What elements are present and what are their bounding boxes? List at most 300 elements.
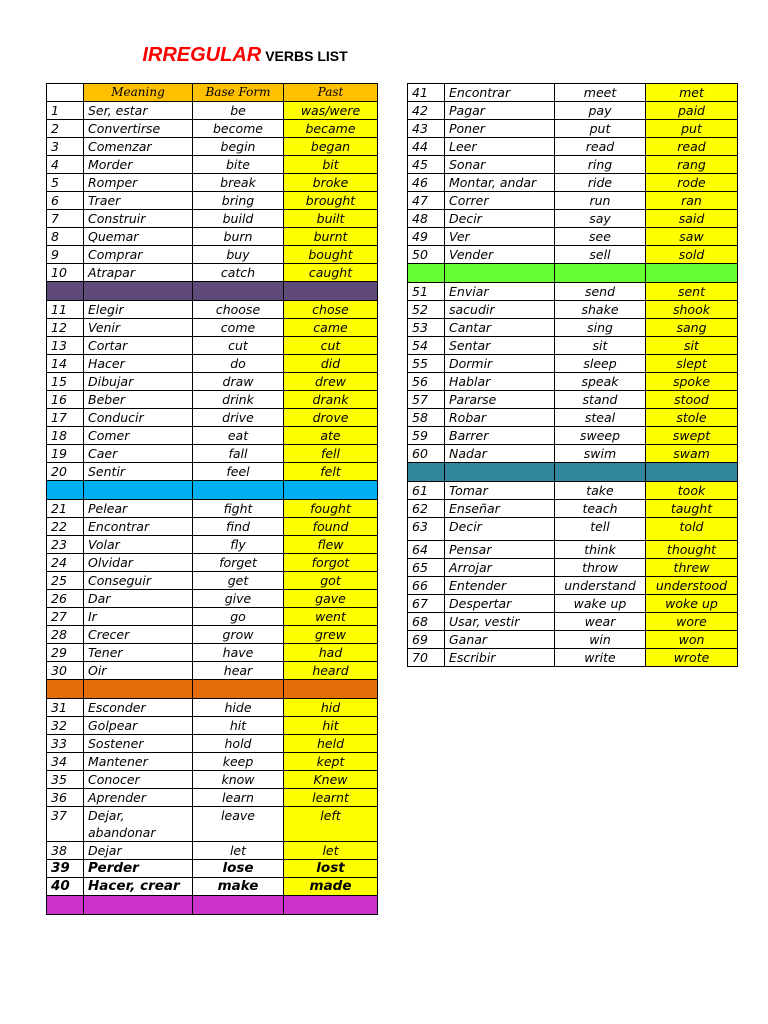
verbs-table-right <box>407 83 738 667</box>
verb-base-form: go <box>193 608 284 626</box>
verb-meaning: Elegir <box>84 301 193 319</box>
verb-meaning: Barrer <box>445 427 555 445</box>
verb-meaning: Construir <box>84 210 193 228</box>
verb-past: bought <box>284 246 378 264</box>
verb-meaning: Beber <box>84 391 193 409</box>
separator-cell <box>555 264 646 283</box>
separator-cell <box>284 481 378 500</box>
verb-row <box>408 595 738 613</box>
verb-row <box>47 753 378 771</box>
verb-meaning: Poner <box>445 120 555 138</box>
verb-base-form: send <box>555 283 646 301</box>
verb-meaning: Conocer <box>84 771 193 789</box>
verb-past: slept <box>646 355 738 373</box>
verb-meaning: Esconder <box>84 699 193 717</box>
verb-row <box>47 554 378 572</box>
verb-row <box>47 120 378 138</box>
verb-row <box>47 644 378 662</box>
verb-number: 1 <box>47 102 84 120</box>
separator-cell <box>284 896 378 915</box>
verb-number: 48 <box>408 210 445 228</box>
verb-base-form: win <box>555 631 646 649</box>
separator-cell <box>555 463 646 482</box>
verb-base-form: ride <box>555 174 646 192</box>
group-separator-row <box>47 896 378 915</box>
title-irregular: IRREGULAR <box>142 44 262 66</box>
verb-meaning: Cortar <box>84 337 193 355</box>
verb-past: spoke <box>646 373 738 391</box>
verb-number: 32 <box>47 717 84 735</box>
verb-base-form: begin <box>193 138 284 156</box>
verb-number: 28 <box>47 626 84 644</box>
verb-past: built <box>284 210 378 228</box>
verb-past: forgot <box>284 554 378 572</box>
verb-past: bit <box>284 156 378 174</box>
verb-past: won <box>646 631 738 649</box>
verb-row <box>47 445 378 463</box>
verb-past: paid <box>646 102 738 120</box>
verb-past: broke <box>284 174 378 192</box>
verb-base-form: wake up <box>555 595 646 613</box>
verb-meaning: Cantar <box>445 319 555 337</box>
separator-cell <box>84 680 193 699</box>
verb-row <box>47 246 378 264</box>
verb-meaning: Pararse <box>445 391 555 409</box>
verbs-table-left <box>46 83 378 915</box>
separator-cell <box>47 481 84 500</box>
verb-meaning: Robar <box>445 409 555 427</box>
verb-number: 24 <box>47 554 84 572</box>
verb-past: hit <box>284 717 378 735</box>
verb-past: hid <box>284 699 378 717</box>
verb-base-form: keep <box>193 753 284 771</box>
verb-past: lost <box>284 860 378 878</box>
verb-meaning: Sostener <box>84 735 193 753</box>
separator-cell <box>408 264 445 283</box>
separator-cell <box>47 680 84 699</box>
verb-meaning: Dar <box>84 590 193 608</box>
verb-base-form: write <box>555 649 646 667</box>
verb-meaning: Crecer <box>84 626 193 644</box>
verb-base-form: steal <box>555 409 646 427</box>
verb-base-form: understand <box>555 577 646 595</box>
verb-meaning: Despertar <box>445 595 555 613</box>
verb-past: sit <box>646 337 738 355</box>
verb-meaning: Oir <box>84 662 193 680</box>
separator-cell <box>84 282 193 301</box>
verb-past: said <box>646 210 738 228</box>
verb-meaning: Conseguir <box>84 572 193 590</box>
verb-row <box>408 84 738 102</box>
verb-row <box>408 319 738 337</box>
verb-meaning: Atrapar <box>84 264 193 282</box>
verb-row <box>47 301 378 319</box>
verb-number: 63 <box>408 518 445 541</box>
verb-row <box>47 789 378 807</box>
verb-row <box>47 717 378 735</box>
verb-row <box>47 662 378 680</box>
verb-base-form: find <box>193 518 284 536</box>
verb-meaning: Usar, vestir <box>445 613 555 631</box>
verb-row <box>408 577 738 595</box>
verb-row <box>47 228 378 246</box>
verb-base-form: get <box>193 572 284 590</box>
verb-base-form: have <box>193 644 284 662</box>
verb-number: 67 <box>408 595 445 613</box>
title-verbs-list: VERBS LIST <box>265 48 348 64</box>
verb-past: fought <box>284 500 378 518</box>
verb-number: 64 <box>408 541 445 559</box>
verb-base-form: make <box>193 878 284 896</box>
verb-number: 16 <box>47 391 84 409</box>
verb-row <box>47 319 378 337</box>
verb-base-form: hit <box>193 717 284 735</box>
verb-row <box>47 355 378 373</box>
verb-row <box>47 735 378 753</box>
verb-base-form: choose <box>193 301 284 319</box>
separator-cell <box>84 896 193 915</box>
verb-base-form: bite <box>193 156 284 174</box>
verb-base-form: break <box>193 174 284 192</box>
header-meaning: Meaning <box>84 84 193 102</box>
group-separator-row <box>47 680 378 699</box>
verb-number: 3 <box>47 138 84 156</box>
verb-row <box>408 391 738 409</box>
verb-number: 18 <box>47 427 84 445</box>
verb-base-form: throw <box>555 559 646 577</box>
verb-meaning: Comer <box>84 427 193 445</box>
verb-row <box>408 559 738 577</box>
separator-cell <box>445 264 555 283</box>
header-past: Past <box>284 84 378 102</box>
verb-past: ran <box>646 192 738 210</box>
verb-number: 31 <box>47 699 84 717</box>
verb-meaning: Hablar <box>445 373 555 391</box>
separator-cell <box>47 282 84 301</box>
verb-base-form: fly <box>193 536 284 554</box>
verb-meaning: Golpear <box>84 717 193 735</box>
verb-base-form: feel <box>193 463 284 481</box>
verb-number: 19 <box>47 445 84 463</box>
verb-meaning: Decir <box>445 210 555 228</box>
verb-number: 39 <box>47 860 84 878</box>
verb-past: brought <box>284 192 378 210</box>
verb-number: 30 <box>47 662 84 680</box>
verb-row <box>408 102 738 120</box>
verb-meaning: Tomar <box>445 482 555 500</box>
verb-meaning: Leer <box>445 138 555 156</box>
separator-cell <box>646 463 738 482</box>
verb-number: 21 <box>47 500 84 518</box>
verb-base-form: sing <box>555 319 646 337</box>
verb-row <box>47 536 378 554</box>
verb-row <box>408 518 738 541</box>
verb-past: rang <box>646 156 738 174</box>
verb-row <box>47 373 378 391</box>
verb-row <box>408 337 738 355</box>
verb-past: became <box>284 120 378 138</box>
verb-base-form: burn <box>193 228 284 246</box>
verb-past: stole <box>646 409 738 427</box>
separator-cell <box>408 463 445 482</box>
verb-past: put <box>646 120 738 138</box>
verb-row <box>408 210 738 228</box>
verb-past: woke up <box>646 595 738 613</box>
verb-past: chose <box>284 301 378 319</box>
verb-number: 52 <box>408 301 445 319</box>
separator-cell <box>193 481 284 500</box>
verb-row <box>47 860 378 878</box>
verb-past: got <box>284 572 378 590</box>
group-separator-row <box>47 481 378 500</box>
verb-row <box>47 138 378 156</box>
verb-past: learnt <box>284 789 378 807</box>
group-separator-row <box>408 264 738 283</box>
verb-meaning: Montar, andar <box>445 174 555 192</box>
verb-meaning: Escribir <box>445 649 555 667</box>
verb-number: 12 <box>47 319 84 337</box>
verb-base-form: become <box>193 120 284 138</box>
verb-row <box>47 699 378 717</box>
verb-number: 5 <box>47 174 84 192</box>
verb-row <box>47 192 378 210</box>
verb-number: 51 <box>408 283 445 301</box>
verb-base-form: meet <box>555 84 646 102</box>
verb-past: was/were <box>284 102 378 120</box>
separator-cell <box>193 896 284 915</box>
verb-number: 33 <box>47 735 84 753</box>
verb-row <box>408 156 738 174</box>
verb-past: kept <box>284 753 378 771</box>
verb-base-form: take <box>555 482 646 500</box>
verb-meaning: Dormir <box>445 355 555 373</box>
verb-past: sent <box>646 283 738 301</box>
verb-base-form: hide <box>193 699 284 717</box>
verb-past: swam <box>646 445 738 463</box>
verb-base-form: shake <box>555 301 646 319</box>
verb-base-form: put <box>555 120 646 138</box>
verb-number: 40 <box>47 878 84 896</box>
verb-row <box>408 613 738 631</box>
separator-cell <box>284 680 378 699</box>
verb-number: 42 <box>408 102 445 120</box>
verb-meaning: Ganar <box>445 631 555 649</box>
verb-meaning: Venir <box>84 319 193 337</box>
group-separator-row <box>408 463 738 482</box>
verb-row <box>408 138 738 156</box>
verb-past: wrote <box>646 649 738 667</box>
verb-row <box>408 120 738 138</box>
verb-past: told <box>646 518 738 541</box>
verb-past: took <box>646 482 738 500</box>
verb-number: 15 <box>47 373 84 391</box>
separator-cell <box>193 282 284 301</box>
verb-past: met <box>646 84 738 102</box>
verb-row <box>47 156 378 174</box>
verb-meaning: Encontrar <box>84 518 193 536</box>
verb-base-form: come <box>193 319 284 337</box>
verb-number: 50 <box>408 246 445 264</box>
verb-number: 45 <box>408 156 445 174</box>
verb-number: 47 <box>408 192 445 210</box>
verb-row <box>408 631 738 649</box>
verb-meaning: Pelear <box>84 500 193 518</box>
separator-cell <box>646 264 738 283</box>
verb-number: 58 <box>408 409 445 427</box>
verb-row <box>408 192 738 210</box>
verb-base-form: wear <box>555 613 646 631</box>
verb-base-form: grow <box>193 626 284 644</box>
verb-base-form: lose <box>193 860 284 878</box>
verb-number: 2 <box>47 120 84 138</box>
verb-row <box>47 842 378 860</box>
verb-base-form: fight <box>193 500 284 518</box>
verb-past: heard <box>284 662 378 680</box>
verb-meaning: Encontrar <box>445 84 555 102</box>
verb-meaning: Arrojar <box>445 559 555 577</box>
verb-number: 8 <box>47 228 84 246</box>
verb-number: 4 <box>47 156 84 174</box>
verb-row <box>408 228 738 246</box>
verb-meaning: Enseñar <box>445 500 555 518</box>
verb-base-form: read <box>555 138 646 156</box>
verb-base-form: pay <box>555 102 646 120</box>
verb-past: Knew <box>284 771 378 789</box>
verb-meaning: Sentir <box>84 463 193 481</box>
verb-number: 23 <box>47 536 84 554</box>
verb-past: sang <box>646 319 738 337</box>
verb-number: 25 <box>47 572 84 590</box>
verb-base-form: learn <box>193 789 284 807</box>
verb-number: 66 <box>408 577 445 595</box>
verb-number: 43 <box>408 120 445 138</box>
verb-base-form: hear <box>193 662 284 680</box>
verb-row <box>47 427 378 445</box>
verb-meaning: Volar <box>84 536 193 554</box>
header-base-form: Base Form <box>193 84 284 102</box>
verb-number: 53 <box>408 319 445 337</box>
verb-row <box>408 541 738 559</box>
verb-base-form: draw <box>193 373 284 391</box>
verb-base-form: give <box>193 590 284 608</box>
verb-meaning: Olvidar <box>84 554 193 572</box>
verb-past: began <box>284 138 378 156</box>
verb-base-form: forget <box>193 554 284 572</box>
verb-number: 17 <box>47 409 84 427</box>
verb-past: saw <box>646 228 738 246</box>
verb-past: went <box>284 608 378 626</box>
verb-row <box>47 518 378 536</box>
verb-number: 54 <box>408 337 445 355</box>
verb-meaning: Correr <box>445 192 555 210</box>
verb-row <box>47 174 378 192</box>
verb-base-form: think <box>555 541 646 559</box>
verb-number: 27 <box>47 608 84 626</box>
table-header-row <box>47 84 378 102</box>
verb-meaning: Dibujar <box>84 373 193 391</box>
verb-past: fell <box>284 445 378 463</box>
verb-meaning: Enviar <box>445 283 555 301</box>
verb-meaning: Pensar <box>445 541 555 559</box>
verb-base-form: build <box>193 210 284 228</box>
verb-number: 57 <box>408 391 445 409</box>
header-blank-cell <box>47 84 84 102</box>
verb-number: 56 <box>408 373 445 391</box>
verb-past: gave <box>284 590 378 608</box>
verb-base-form: swim <box>555 445 646 463</box>
verb-number: 49 <box>408 228 445 246</box>
verb-past: stood <box>646 391 738 409</box>
verb-row <box>47 337 378 355</box>
verb-base-form: teach <box>555 500 646 518</box>
verb-meaning: Traer <box>84 192 193 210</box>
verb-row <box>47 500 378 518</box>
verb-base-form: buy <box>193 246 284 264</box>
verb-number: 65 <box>408 559 445 577</box>
verb-meaning: Conducir <box>84 409 193 427</box>
verb-number: 68 <box>408 613 445 631</box>
verb-number: 20 <box>47 463 84 481</box>
verb-row <box>47 771 378 789</box>
verb-number: 36 <box>47 789 84 807</box>
verb-number: 60 <box>408 445 445 463</box>
verb-row <box>408 482 738 500</box>
separator-cell <box>193 680 284 699</box>
verb-meaning: Ir <box>84 608 193 626</box>
verb-past: let <box>284 842 378 860</box>
verb-meaning: Sentar <box>445 337 555 355</box>
verb-number: 55 <box>408 355 445 373</box>
verb-past: rode <box>646 174 738 192</box>
verb-meaning: Ver <box>445 228 555 246</box>
verb-number: 34 <box>47 753 84 771</box>
verb-past: left <box>284 807 378 842</box>
verb-meaning: Tener <box>84 644 193 662</box>
verb-past: sold <box>646 246 738 264</box>
verb-row <box>408 445 738 463</box>
verb-base-form: sell <box>555 246 646 264</box>
verb-row <box>47 878 378 896</box>
verb-past: ate <box>284 427 378 445</box>
verb-past: wore <box>646 613 738 631</box>
verb-base-form: drink <box>193 391 284 409</box>
verb-row <box>47 102 378 120</box>
verb-meaning: Comprar <box>84 246 193 264</box>
verb-row <box>408 246 738 264</box>
verb-meaning: Dejar, abandonar <box>84 807 193 842</box>
verb-base-form: catch <box>193 264 284 282</box>
verb-row <box>408 355 738 373</box>
verb-meaning: Hacer, crear <box>84 878 193 896</box>
verb-row <box>47 264 378 282</box>
verb-meaning: Ser, estar <box>84 102 193 120</box>
verb-meaning: Mantener <box>84 753 193 771</box>
verb-row <box>408 649 738 667</box>
verb-past: cut <box>284 337 378 355</box>
verb-past: caught <box>284 264 378 282</box>
verb-base-form: know <box>193 771 284 789</box>
verb-number: 22 <box>47 518 84 536</box>
verb-base-form: sleep <box>555 355 646 373</box>
verb-past: grew <box>284 626 378 644</box>
verb-meaning: Entender <box>445 577 555 595</box>
verb-base-form: sit <box>555 337 646 355</box>
verb-base-form: say <box>555 210 646 228</box>
verb-past: flew <box>284 536 378 554</box>
verb-row <box>47 409 378 427</box>
verb-row <box>408 409 738 427</box>
verb-meaning: Hacer <box>84 355 193 373</box>
